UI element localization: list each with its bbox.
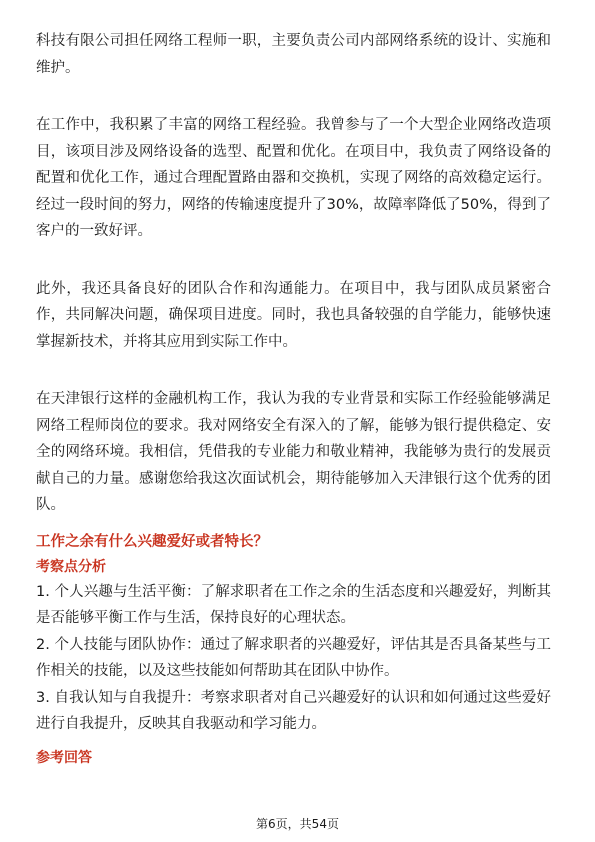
paragraph-conclusion: 在天津银行这样的金融机构工作，我认为我的专业背景和实际工作经验能够满足网络工程师岗位的要求。我对网络安全有深入的了解，能够为银行提供稳定、安全的网络环境。我相信，凭借我的专业能力和敬业精神，我能够为贵行的发展贡献自己的力量。感谢您给我这次面试机会，期待能够加入天津银行这个优秀的团队。 [36,391,551,513]
analysis-list [36,579,551,738]
paragraph-teamwork: 此外，我还具备良好的团队合作和沟通能力。在项目中，我与团队成员紧密合作，共同解决问题，确保项目进度。同时，我也具备较强的自学能力，能够快速掌握新技术，并将其应用到实际工作中。 [36,280,551,350]
reference-heading: 参考回答 [36,749,92,766]
paragraph-intro: 科技有限公司担任网络工程师一职，主要负责公司内部网络系统的设计、实施和维护。 [36,33,551,76]
analysis-item: 1. 个人兴趣与生活平衡：了解求职者在工作之余的生活态度和兴趣爱好，判断其是否能够平衡工作与生活，保持良好的心理状态。 [36,583,551,626]
analysis-heading: 考察点分析 [36,558,106,575]
page-number: 第6页，共54页 [256,817,339,831]
question-heading: 工作之余有什么兴趣爱好或者特长？ [36,533,268,550]
paragraph-experience: 在工作中，我积累了丰富的网络工程经验。我曾参与了一个大型企业网络改造项目，该项目涉及网络设备的选型、配置和优化。在项目中，我负责了网络设备的配置和优化工作，通过合理配置路由器和交换机，实现了网络的高效稳定运行。经过一段时间的努力，网络的传输速度提升了30%，故障率降低了50%，得到了客户的一致好评。 [36,117,551,239]
analysis-item: 2. 个人技能与团队协作：通过了解求职者的兴趣爱好，评估其是否具备某些与工作相关的技能，以及这些技能如何帮助其在团队中协作。 [36,636,551,679]
analysis-item: 3. 自我认知与自我提升：考察求职者对自己兴趣爱好的认识和如何通过这些爱好进行自我提升，反映其自我驱动和学习能力。 [36,689,551,732]
